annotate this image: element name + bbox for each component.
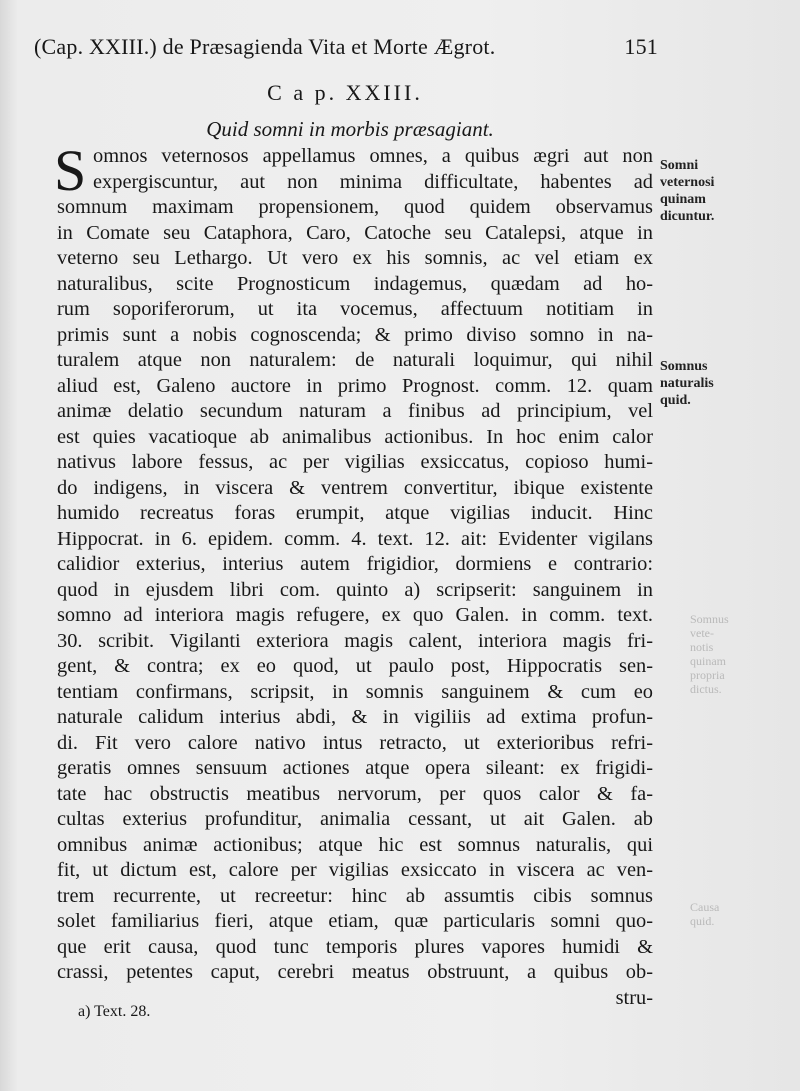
show-through-text: Causa quid. <box>690 900 720 928</box>
text-line: veterno seu Lethargo. Ut vero ex his somnis, ac vel etiam ex <box>57 247 653 269</box>
margin-note-somni-veternosi <box>660 157 740 225</box>
text-line: somno ad interiora magis refugere, ex quo Galen. in comm. text. <box>57 604 653 626</box>
text-line: omnibus animæ actionibus; atque hic est somnus naturalis, qui <box>57 833 653 856</box>
text-line: somnum maximam propensionem, quod quidem observamus <box>57 196 653 218</box>
text-line: crassi, petentes caput, cerebri meatus obstruunt, a quibus ob- <box>57 961 653 983</box>
text-line: que erit causa, quod tunc temporis plures vapores humidi & <box>57 935 653 958</box>
footnote: a) Text. 28. <box>78 1003 151 1020</box>
text-line: trem recurrente, ut recreetur: hinc ab assumtis cibis somnus <box>57 884 653 907</box>
chapter-subtitle: Quid somni in morbis præsagiant. <box>206 117 494 141</box>
text-line: fit, ut dictum est, calore per vigilias exsiccato in viscera ac ven- <box>57 859 653 881</box>
text-line: cultas exterius profunditur, animalia cessant, ut ait Galen. ab <box>57 808 653 830</box>
text-line: omnos veternosos appellamus omnes, a quibus ægri aut non <box>93 145 653 167</box>
text-line: rum soporiferorum, ut ita vocemus, affectuum notitiam in <box>57 298 653 320</box>
page-number: 151 <box>624 34 658 59</box>
show-through-text: Somnus vete- notis quinam propria dictus. <box>690 612 729 696</box>
margin-note-line: Somni <box>660 158 699 173</box>
margin-note-line: veternosi <box>660 175 715 190</box>
chapter-heading: C a p. XXIII. <box>267 80 423 105</box>
text-line: di. Fit vero calore nativo intus retracto, ut exterioribus refri- <box>57 731 653 754</box>
margin-note-line: quid. <box>660 393 691 408</box>
text-line: humido recreatus foras erumpit, atque vigilias inducit. Hinc <box>57 502 653 524</box>
text-line: gent, & contra; ex eo quod, ut paulo post, Hippocratis sen- <box>57 655 653 677</box>
margin-note-line: quinam <box>660 192 706 207</box>
text-line: est quies vacatioque ab animalibus actionibus. In hoc enim calor <box>57 425 653 448</box>
text-line: naturale calidum interius abdi, & in vigiliis ad extima profun- <box>57 706 653 728</box>
text-line: nativus labore fessus, ac per vigilias exsiccatus, copioso humi- <box>57 451 653 473</box>
text-line: primis sunt a nobis cognoscenda; & primo diviso somno in na- <box>57 323 653 346</box>
text-line: animæ delatio secundum naturam a finibus ad principium, vel <box>57 400 653 422</box>
text-line: tate hac obstructis meatibus nervorum, per quos calor & fa- <box>57 782 653 805</box>
running-head-title: (Cap. XXIII.) de Præsagienda Vita et Morte Ægrot. <box>34 34 496 59</box>
text-line: expergiscuntur, aut non minima difficultate, habentes ad <box>93 170 653 193</box>
text-line: geratis omnes sensuum actiones atque opera sileant: ex frigidi- <box>57 757 653 779</box>
text-line: turalem atque non naturalem: de naturali loquimur, qui nihil <box>57 349 653 371</box>
text-line: tentiam confirmans, scripsit, in somnis sanguinem & cum eo <box>57 680 653 703</box>
margin-note-line: Somnus <box>660 359 708 374</box>
text-line: quod in ejusdem libri com. quinto a) scripserit: sanguinem in <box>57 578 653 601</box>
text-line: 30. scribit. Vigilanti exteriora magis calent, interiora magis fri- <box>57 629 653 652</box>
text-line: solet familiarius fieri, atque etiam, quæ particularis somni quo- <box>57 910 653 932</box>
margin-note-somnus-naturalis <box>660 358 740 409</box>
body-text <box>57 144 653 1011</box>
margin-note-line: dicuntur. <box>660 209 715 224</box>
text-line: do indigens, in viscera & ventrem convertitur, ibique existente <box>57 476 653 499</box>
text-line: naturalibus, scite Prognosticum indagemus, quædam ad ho- <box>57 272 653 295</box>
text-line: in Comate seu Cataphora, Caro, Catoche seu Catalepsi, atque in <box>57 221 653 244</box>
running-head <box>34 34 658 60</box>
margin-note-line: naturalis <box>660 376 714 391</box>
catchword: stru- <box>615 986 653 1009</box>
text-line: aliud est, Galeno auctore in primo Prognost. comm. 12. quam <box>57 374 653 397</box>
text-line: Hippocrat. in 6. epidem. comm. 4. text. 12. ait: Evidenter vigilans <box>57 527 653 550</box>
drop-capital: S <box>54 138 87 203</box>
text-line: calidior exterius, interius autem frigidior, dormiens e contrario: <box>57 553 653 575</box>
